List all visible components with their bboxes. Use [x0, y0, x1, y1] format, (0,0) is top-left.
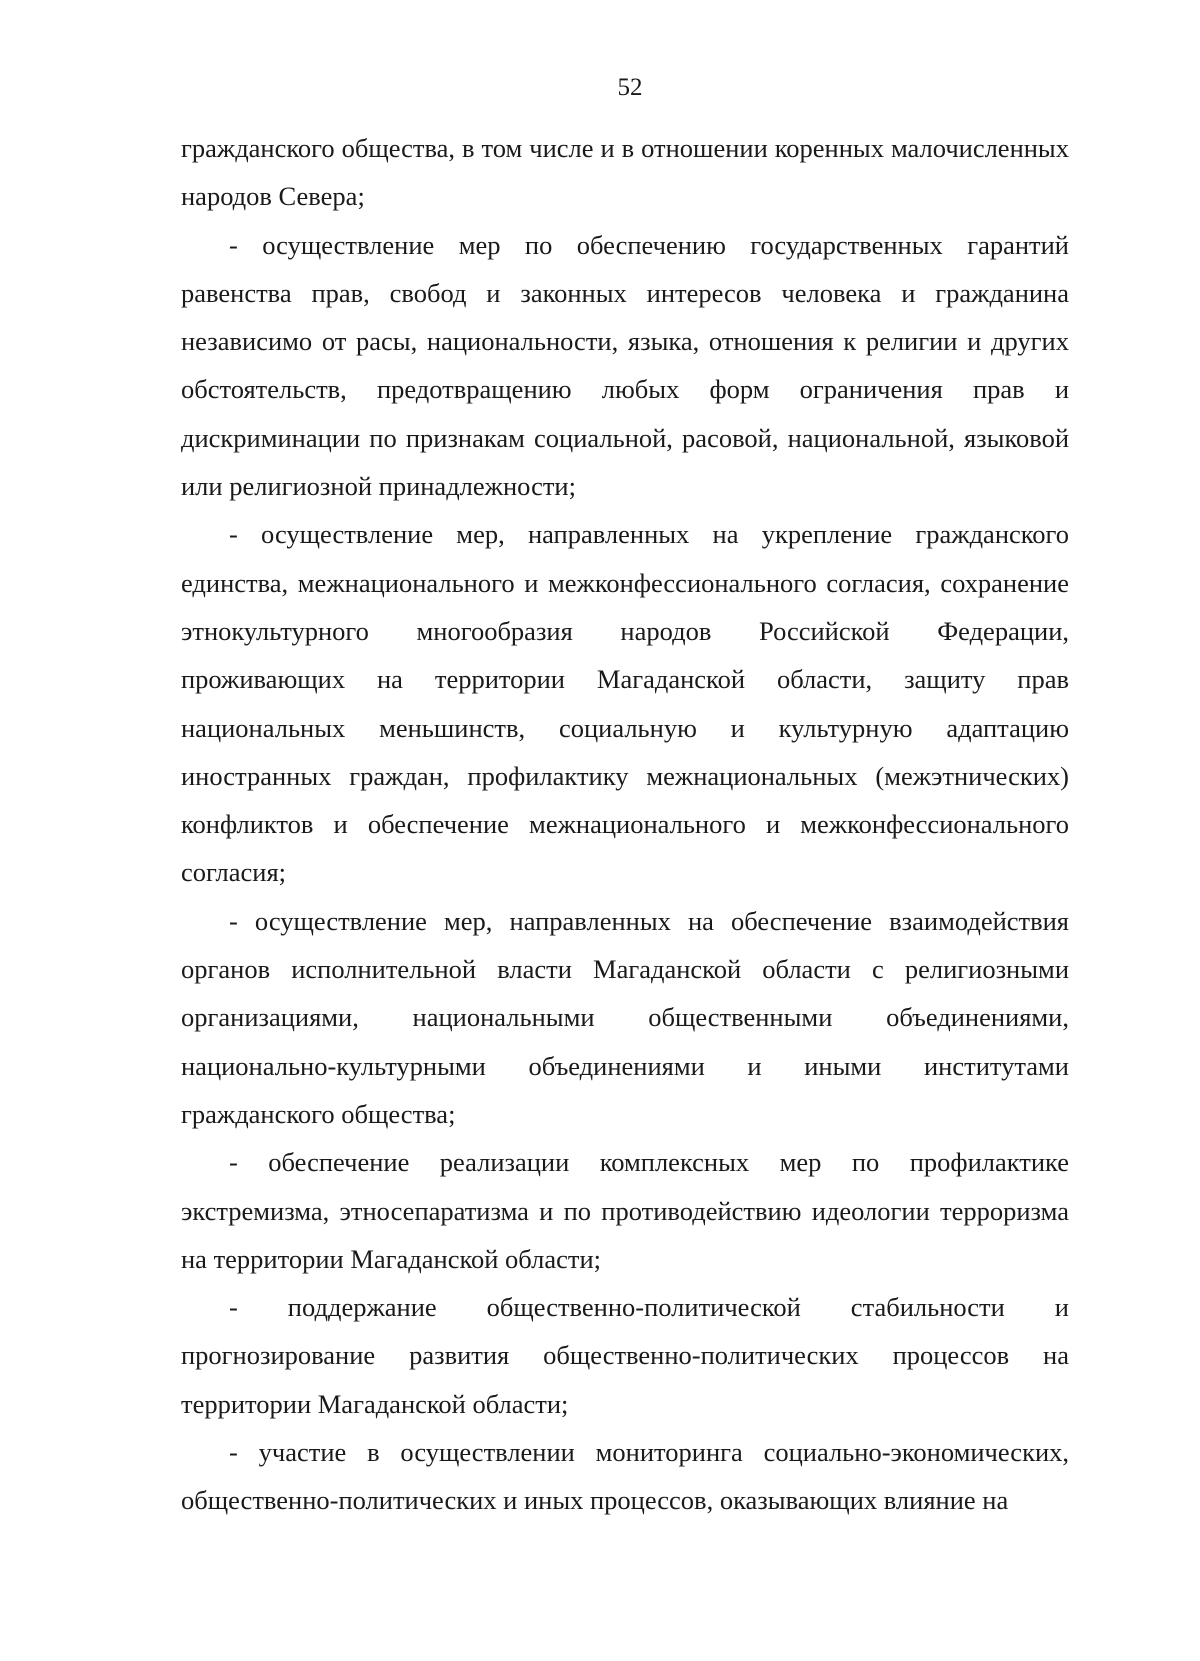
paragraph-equality-guarantees: - осуществление мер по обеспечению государственных гарантий равенства прав, свобод и законных интересов человека и гражданина независимо от расы, национальности, языка, отношения к религии и других обстоятельств, предотвращению любых форм ограничения прав и дискриминации по признакам социальной, расовой, национальной, языковой или религиозной принадлежности;	[181, 229, 1069, 502]
paragraph-monitoring: - участие в осуществлении мониторинга социально-экономических, общественно-политических и иных процессов, оказывающих влияние на	[181, 1437, 1069, 1516]
paragraph-civil-unity: - осуществление мер, направленных на укрепление гражданского единства, межнационального и межконфессионального согласия, сохранение этнокультурного многообразия народов Российской Федерации, проживающих на территории Магаданской области, защиту прав национальных меньшинств, социальную и культурную адаптацию иностранных граждан, профилактику межнациональных (межэтнических) конфликтов и обеспечение межнационального и межконфессионального согласия;	[181, 519, 1069, 888]
paragraph-political-stability: - поддержание общественно-политической стабильности и прогнозирование развития общественно-политических процессов на территории Магаданской области;	[181, 1292, 1069, 1419]
paragraph-religious-organizations: - осуществление мер, направленных на обеспечение взаимодействия органов исполнительной власти Магаданской области с религиозными организациями, национальными общественными объединениями, национально-культурными объединениями и иными институтами гражданского общества;	[181, 905, 1069, 1129]
paragraph-extremism-prevention: - обеспечение реализации комплексных мер по профилактике экстремизма, этносепаратизма и по противодействию идеологии терроризма на территории Магаданской области;	[181, 1147, 1069, 1274]
document-body	[181, 124, 1069, 1525]
page-number: 52	[617, 74, 643, 101]
paragraph-civil-society-continuation: гражданского общества, в том числе и в отношении коренных малочисленных народов Севера;	[181, 133, 1069, 212]
